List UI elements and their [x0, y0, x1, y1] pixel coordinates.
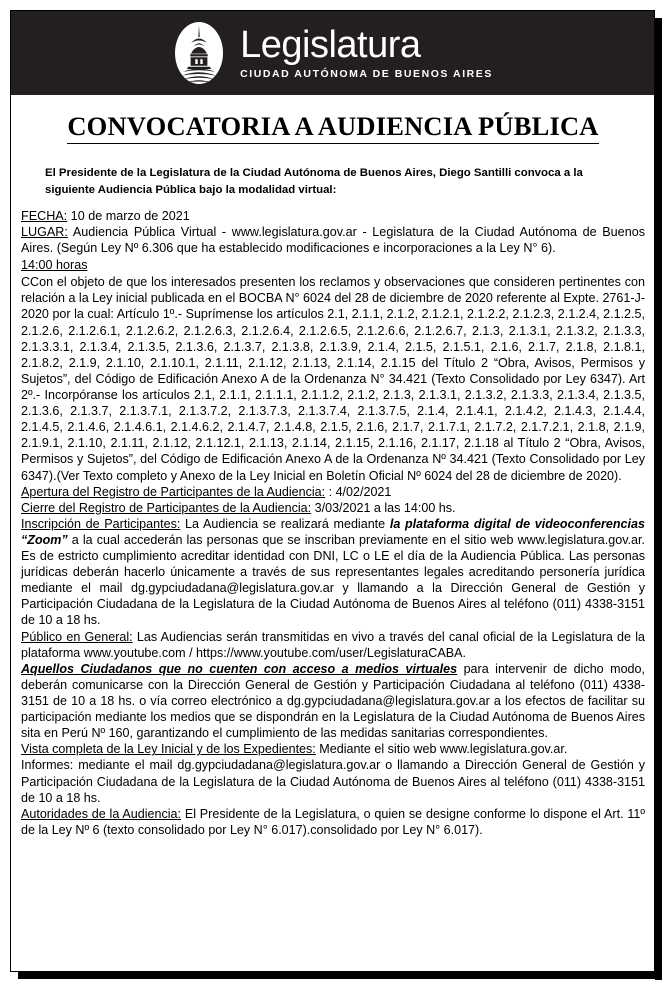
ciudadanos-value: para intervenir de dicho modo, deberán comunicarse con la Dirección General de Gestión y Participación Ciudadana al teléfono (011) 4338-3151 de 10 a 18 hs. o vía correo electrónico a dg.gypciudadana@legislatura.gov.ar a los efectos de facilitar su participación mediante los medios que se dispondrán en la Legislatura de la Ciudad Autónoma de Buenos Aires sita en Perú Nº 160, garantizando el cumplimiento de las medidas sanitarias correspondientes.: [21, 661, 645, 741]
fecha-value: 10 de marzo de 2021: [67, 208, 190, 223]
inscripcion-text-2: a la cual accederán las personas que se inscriban previamente en el sitio web www.legislatura.gov.ar. Es de estricto cumplimiento acreditar identidad con DNI, LC o LE el día de la Audiencia Pública. Las personas jurídicas deberán hacerlo únicamente a través de sus representantes legales acreditando personería jurídica mediante el mail dg.gypciudadana@legislatura.gov.ar y llamando a la Dirección General de Gestión y Participación Ciudadana de la Legislatura de la Ciudad Autónoma de Buenos Aires al teléfono (011) 4338-3151 de 10 a 18 hs.: [21, 532, 645, 628]
paragraph-inscripcion: [21, 516, 645, 629]
lugar-value: Audiencia Pública Virtual - www.legislatura.gov.ar - Legislatura de la Ciudad Autónoma de Buenos Aires. (Según Ley Nº 6.306 que ha establecido modificaciones e incorporaciones a la Ley N° 6).: [21, 225, 645, 256]
page-shadow-right: [655, 18, 662, 980]
hora-value: 14:00 horas: [21, 257, 88, 272]
vista-label: Vista completa de la Ley Inicial y de los Expedientes:: [21, 742, 316, 757]
legislatura-wordmark: [240, 26, 493, 80]
intro-paragraph: El Presidente de la Legislatura de la Ciudad Autónoma de Buenos Aires, Diego Santilli convoca a la siguiente Audiencia Pública bajo la modalidad virtual:: [45, 167, 583, 196]
page-title-text: CONVOCATORIA A AUDIENCIA PÚBLICA: [67, 111, 598, 144]
vista-value: Mediante el sitio web www.legislatura.gov.ar.: [315, 742, 568, 757]
cierre-value: 3/03/2021 a las 14:00 hs.: [311, 500, 456, 515]
paragraph-objeto: CCon el objeto de que los interesados presenten los reclamos y observaciones que consideren pertinentes con relación a la Ley inicial publicada en el BOCBA N° 6024 del 28 de diciembre de 2020 referente al Expte. 2761-J-2020 por la cual: Artículo 1º.- Suprímense los artículos 2.1, 2.1.1, 2.1.2, 2.1.2.1, 2.1.2.2, 2.1.2.3, 2.1.2.4, 2.1.2.5, 2.1.2.6, 2.1.2.6.1, 2.1.2.6.2, 2.1.2.6.3, 2.1.2.6.4, 2.1.2.6.5, 2.1.2.6.6, 2.1.2.6.7, 2.1.3, 2.1.3.1, 2.1.3.2, 2.1.3.3, 2.1.3.3.1, 2.1.3.4, 2.1.3.5, 2.1.3.6, 2.1.3.7, 2.1.3.8, 2.1.3.9, 2.1.4, 2.1.5, 2.1.5.1, 2.1.6, 2.1.7, 2.1.8, 2.1.8.1, 2.1.8.2, 2.1.9, 2.1.10, 2.1.10.1, 2.1.11, 2.1.12, 2.1.13, 2.1.14, 2.1.15 del Título 2 “Obra, Avisos, Permisos y Sujetos”, del Código de Edificación Anexo A de la Ordenanza N° 34.421 (Texto Consolidado por Ley 6347). Art 2º.- Incorpóranse los artículos 2.1, 2.1.1, 2.1.1.1, 2.1.1.2, 2.1.2, 2.1.3, 2.1.3.1, 2.1.3.2, 2.1.3.3, 2.1.3.4, 2.1.3.5, 2.1.3.6, 2.1.3.7, 2.1.3.7.1, 2.1.3.7.2, 2.1.3.7.3, 2.1.3.7.4, 2.1.3.7.5, 2.1.4, 2.1.4.1, 2.1.4.2, 2.1.4.3, 2.1.4.4, 2.1.4.5, 2.1.4.6, 2.1.4.6.1, 2.1.4.6.2, 2.1.4.7, 2.1.4.8, 2.1.5, 2.1.6, 2.1.7, 2.1.7.1, 2.1.7.2, 2.1.7.2.1, 2.1.8, 2.1.9, 2.1.9.1, 2.1.10, 2.1.11, 2.1.12, 2.1.12.1, 2.1.13, 2.1.14, 2.1.15, 2.1.16, 2.1.17, 2.1.18 al Título 2 “Obra, Avisos, Permisos y Sujetos”, del Código de Edificación Anexo A de la Ordenanza Nº 34.421 (Texto Consolidado por Ley 6347).(Ver Texto completo y Anexo de la Ley Inicial en Boletín Oficial Nº 6024 del 28 de diciembre de 2020).: [21, 275, 645, 483]
lugar-label: LUGAR:: [21, 225, 68, 240]
logo-subtitle: CIUDAD AUTÓNOMA DE BUENOS AIRES: [240, 68, 493, 81]
main-text-block: [21, 274, 645, 838]
paragraph-autoridades: [21, 806, 645, 838]
inscripcion-label: Inscripción de Participantes:: [21, 516, 181, 531]
notice-page: [10, 10, 655, 972]
publico-label: Público en General:: [21, 629, 133, 644]
legislatura-dome-logo-icon: [172, 20, 226, 86]
autoridades-label: Autoridades de la Audiencia:: [21, 806, 182, 821]
paragraph-informes: Informes: mediante el mail dg.gypciudadana@legislatura.gov.ar o llamando a Dirección General de Gestión y Participación Ciudadana de la Legislatura de la Ciudad Autónoma de Buenos Aires al teléfono (011) 4338-3151 de 10 a 18 hs.: [21, 758, 645, 805]
publico-value: Las Audiencias serán transmitidas en vivo a través del canal oficial de la Legislatura de la plataforma www.youtube.com / https://www.youtube.com/user/LegislaturaCABA.: [21, 629, 645, 660]
page-shadow-bottom: [18, 972, 662, 979]
ciudadanos-emphasis: Aquellos Ciudadanos que no cuenten con acceso a medios virtuales: [21, 661, 458, 676]
paragraph-vista: [21, 741, 645, 757]
apertura-value: : 4/02/2021: [325, 484, 392, 499]
page-title: [21, 111, 645, 143]
logo-title: Legislatura: [240, 24, 421, 67]
autoridades-value: El Presidente de la Legislatura, o quien se designe conforme lo dispone el Art. 11º de la Ley Nº 6 (texto consolidado por Ley N° 6.017).consolidado por Ley N° 6.017).: [21, 806, 645, 837]
field-hora: [21, 257, 645, 273]
apertura-label: Apertura del Registro de Participantes de la Audiencia:: [21, 484, 326, 499]
inscripcion-text-1: La Audiencia se realizará mediante: [180, 516, 390, 531]
cierre-label: Cierre del Registro de Participantes de la Audiencia:: [21, 500, 312, 515]
paragraph-publico: [21, 629, 645, 661]
field-lugar: [21, 224, 645, 257]
notice-body: [11, 111, 654, 838]
paragraph-ciudadanos: [21, 661, 645, 742]
field-fecha: [21, 208, 645, 224]
paragraph-apertura: [21, 484, 645, 500]
paragraph-cierre: [21, 500, 645, 516]
masthead-banner: [11, 11, 654, 95]
fecha-label: FECHA:: [21, 208, 68, 223]
inscripcion-emphasis: la plataforma digital de videoconferencias “Zoom”: [21, 516, 645, 547]
